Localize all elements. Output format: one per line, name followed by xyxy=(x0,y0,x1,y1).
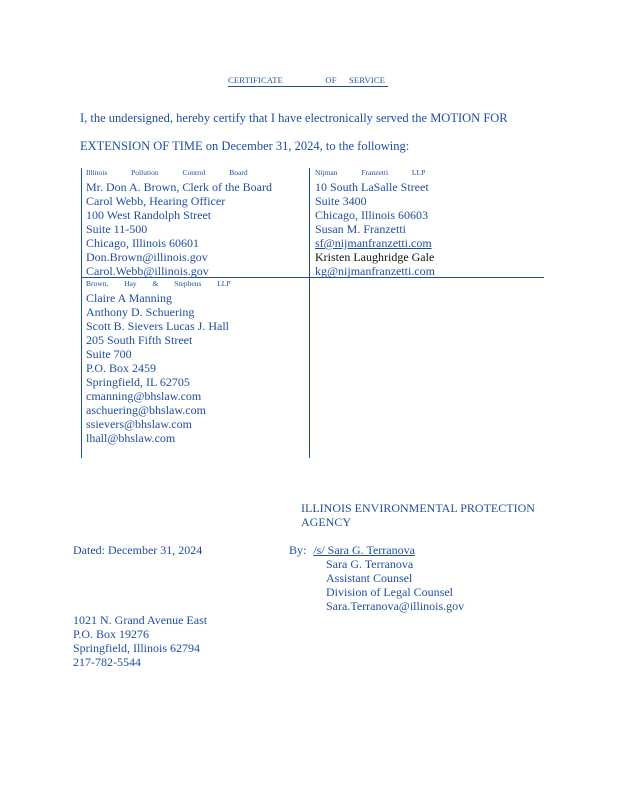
dated-line: Dated: December 31, 2024 xyxy=(73,543,203,557)
bhs-email-link[interactable]: cmanning@bhslaw.com xyxy=(86,389,202,403)
service-cell-nijman xyxy=(315,168,435,278)
signer-name: Sara G. Terranova xyxy=(326,557,414,571)
nijman-line: Susan M. Franzetti xyxy=(315,222,406,236)
bhs-line: Suite 700 xyxy=(86,347,132,361)
bhs-line: P.O. Box 2459 xyxy=(86,361,157,375)
bhs-email-link[interactable]: aschuering@bhslaw.com xyxy=(86,403,206,417)
certify-paragraph-line2: EXTENSION OF TIME on December 31, 2024, to the following: xyxy=(80,139,410,153)
ipcb-line: 100 West Randolph Street xyxy=(86,208,212,222)
nijman-line: Chicago, Illinois 60603 xyxy=(315,208,428,222)
agency-name-line1: ILLINOIS ENVIRONMENTAL PROTECTION xyxy=(301,501,535,515)
nijman-email-link[interactable]: kg@nijmanfranzetti.com xyxy=(315,264,436,278)
service-cell-bhs xyxy=(86,279,231,445)
bhs-line: Claire A Manning xyxy=(86,291,172,305)
nijman-email-link[interactable]: sf@nijmanfranzetti.com xyxy=(315,236,432,250)
bhs-line: 205 South Fifth Street xyxy=(86,333,193,347)
bhs-line: Anthony D. Schuering xyxy=(86,305,195,319)
signer-division: Division of Legal Counsel xyxy=(326,585,453,599)
table-left-border xyxy=(81,168,82,458)
nijman-header: Nijman Franzetti LLP xyxy=(315,168,426,177)
agency-name-line2: AGENCY xyxy=(301,515,351,529)
certify-paragraph-line1: I, the undersigned, hereby certify that I have electronically served the MOTION FOR xyxy=(80,111,508,125)
ipcb-header: Illinois Pollution Control Board xyxy=(86,168,248,177)
table-middle-divider xyxy=(309,168,310,458)
by-label: By: xyxy=(289,543,307,557)
title-word-of: OF xyxy=(325,75,337,85)
ipcb-line: Suite 11-500 xyxy=(86,222,148,236)
address-line: 1021 N. Grand Avenue East xyxy=(73,613,208,627)
bhs-line: Springfield, IL 62705 xyxy=(86,375,190,389)
signature-by xyxy=(289,543,415,557)
title-word-service: SERVICE xyxy=(349,75,386,85)
bhs-header: Brown, Hay & Stephens LLP xyxy=(86,279,231,288)
bhs-email-link[interactable]: lhall@bhslaw.com xyxy=(86,431,176,445)
bhs-line: Scott B. Sievers Lucas J. Hall xyxy=(86,319,229,333)
certificate-title xyxy=(228,75,388,87)
ipcb-email-link[interactable]: Carol.Webb@illinois.gov xyxy=(86,264,209,278)
ipcb-email-link[interactable]: Don.Brown@illinois.gov xyxy=(86,250,208,264)
nijman-line: Suite 3400 xyxy=(315,194,367,208)
address-line: Springfield, Illinois 62794 xyxy=(73,641,200,655)
signer-title: Assistant Counsel xyxy=(326,571,413,585)
ipcb-line: Chicago, Illinois 60601 xyxy=(86,236,199,250)
title-word-certificate: CERTIFICATE xyxy=(228,75,284,85)
signer-email-link[interactable]: Sara.Terranova@illinois.gov xyxy=(326,599,465,613)
service-cell-ipcb xyxy=(86,168,272,278)
ipcb-line: Carol Webb, Hearing Officer xyxy=(86,194,226,208)
nijman-line: 10 South LaSalle Street xyxy=(315,180,429,194)
nijman-line: Kristen Laughridge Gale xyxy=(315,250,435,264)
bhs-email-link[interactable]: ssievers@bhslaw.com xyxy=(86,417,192,431)
phone-number: 217-782-5544 xyxy=(73,655,141,669)
address-line: P.O. Box 19276 xyxy=(73,627,150,641)
ipcb-line: Mr. Don A. Brown, Clerk of the Board xyxy=(86,180,272,194)
signature-mark: /s/ Sara G. Terranova xyxy=(313,543,415,557)
